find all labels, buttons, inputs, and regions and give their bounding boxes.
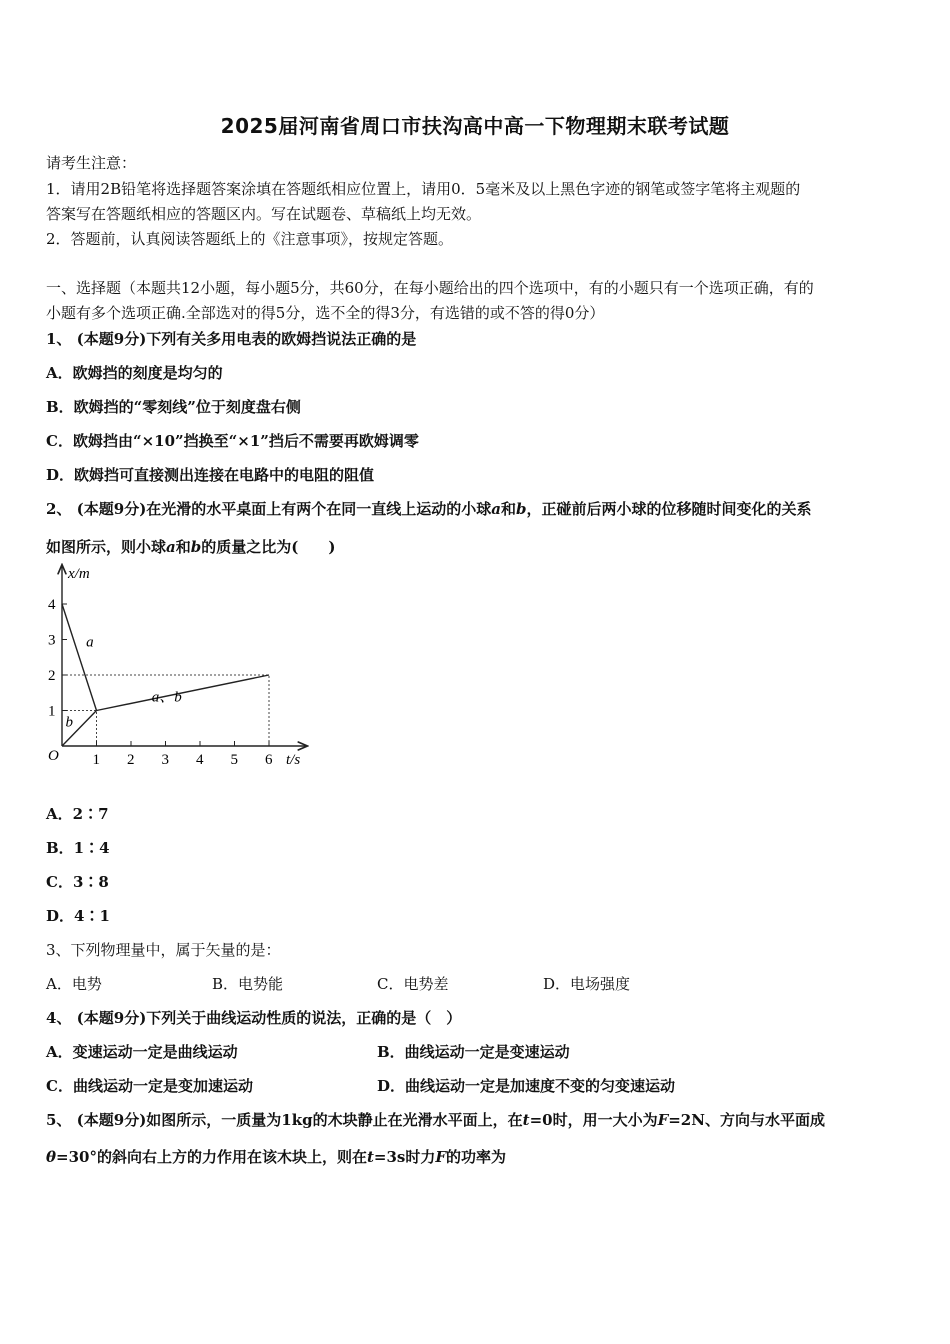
question-4-option-a: A．变速运动一定是曲线运动 bbox=[46, 1043, 238, 1061]
question-5-stem-cont: θ=30°的斜向右上方的力作用在该木块上，则在t=3s时力F的功率为 bbox=[46, 1148, 507, 1166]
displacement-time-graph bbox=[44, 560, 314, 775]
question-4-option-c: C．曲线运动一定是变加速运动 bbox=[46, 1077, 253, 1095]
question-3-stem: 3、下列物理量中，属于矢量的是： bbox=[46, 941, 281, 959]
notice-item-2: 2．答题前，认真阅读答题纸上的《注意事项》，按规定答题。 bbox=[46, 230, 454, 248]
x-axis-label: t/s bbox=[286, 752, 301, 768]
question-4-stem: 4、 (本题9分)下列关于曲线运动性质的说法，正确的是（ ） bbox=[46, 1009, 462, 1027]
notice-item-1-cont: 答案写在答题纸相应的答题区内。写在试题卷、草稿纸上均无效。 bbox=[46, 205, 482, 223]
question-2-stem-cont: 如图所示，则小球a和b的质量之比为( ) bbox=[46, 538, 336, 556]
question-1-option-d: D．欧姆挡可直接测出连接在电路中的电阻的阻值 bbox=[46, 466, 375, 484]
section-header-cont: 小题有多个选项正确.全部选对的得5分，选不全的得3分，有选错的或不答的得0分） bbox=[46, 304, 605, 322]
x-tick-label-4: 4 bbox=[196, 752, 204, 768]
question-1-option-a: A．欧姆挡的刻度是均匀的 bbox=[46, 364, 223, 382]
x-tick-label-5: 5 bbox=[230, 752, 238, 768]
question-2-option-a: A．2∶7 bbox=[46, 805, 109, 823]
question-5-stem: 5、 (本题9分)如图所示，一质量为1kg的木块静止在光滑水平面上，在t=0时，用一大小为F=2N、方向与水平面成 bbox=[46, 1111, 825, 1129]
y-tick-label-4: 4 bbox=[48, 597, 56, 613]
question-4-option-b: B．曲线运动一定是变速运动 bbox=[377, 1043, 570, 1061]
question-1-option-b: B．欧姆挡的“零刻线”位于刻度盘右侧 bbox=[46, 398, 301, 416]
x-tick-label-2: 2 bbox=[127, 752, 135, 768]
series-line-1 bbox=[62, 604, 97, 711]
y-axis-label: x/m bbox=[68, 566, 90, 582]
series-label-3: a、b bbox=[151, 689, 182, 706]
question-3-option-a: A．电势 bbox=[46, 975, 102, 993]
x-tick-label-1: 1 bbox=[92, 752, 100, 768]
notice-heading: 请考生注意： bbox=[46, 154, 137, 172]
y-tick-label-3: 3 bbox=[48, 632, 56, 649]
page-title: 2025届河南省周口市扶沟高中高一下物理期末联考试题 bbox=[220, 114, 730, 138]
x-tick-label-3: 3 bbox=[161, 752, 169, 768]
question-1-option-c: C．欧姆挡由“×10”挡换至“×1”挡后不需要再欧姆调零 bbox=[46, 432, 419, 450]
question-3-option-b: B．电势能 bbox=[212, 975, 284, 993]
question-2-stem: 2、 (本题9分)在光滑的水平桌面上有两个在同一直线上运动的小球a和b，正碰前后两小球的位移随时间变化的关系 bbox=[46, 500, 812, 518]
question-2-option-c: C．3∶8 bbox=[46, 873, 109, 891]
question-2-option-b: B．1∶4 bbox=[46, 839, 110, 857]
y-tick-label-1: 1 bbox=[48, 703, 56, 720]
series-label-2: b bbox=[65, 714, 73, 731]
x-tick-label-6: 6 bbox=[265, 752, 273, 768]
section-header: 一、选择题（本题共12小题，每小题5分，共60分，在每小题给出的四个选项中，有的小题只有一个选项正确，有的 bbox=[46, 279, 814, 297]
y-tick-label-2: 2 bbox=[48, 668, 56, 684]
question-3-option-c: C．电势差 bbox=[377, 975, 449, 993]
question-3-option-d: D．电场强度 bbox=[543, 975, 631, 993]
origin-label: O bbox=[48, 748, 59, 764]
question-4-option-d: D．曲线运动一定是加速度不变的匀变速运动 bbox=[377, 1077, 676, 1095]
notice-item-1: 1．请用2B铅笔将选择题答案涂填在答题纸相应位置上，请用0．5毫米及以上黑色字迹的钢笔或签字笔将主观题的 bbox=[46, 180, 801, 198]
series-label-1: a bbox=[86, 634, 94, 651]
question-2-option-d: D．4∶1 bbox=[46, 907, 110, 925]
question-1-stem: 1、 (本题9分)下列有关多用电表的欧姆挡说法正确的是 bbox=[46, 330, 417, 348]
series-line-3 bbox=[97, 675, 270, 711]
